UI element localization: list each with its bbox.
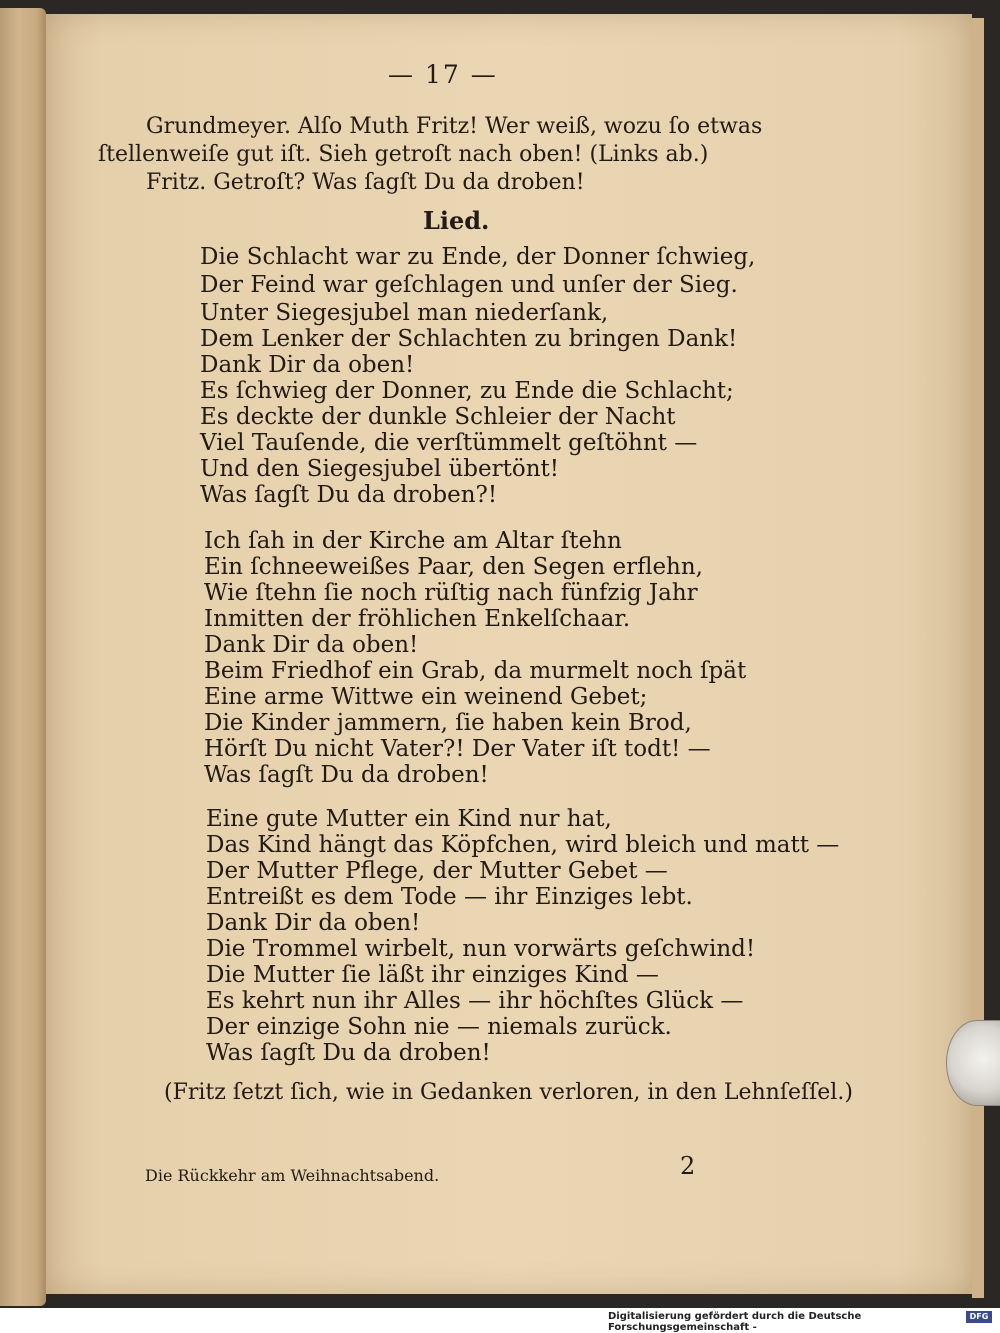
- verse-line: Unter Siegesjubel man niederſank,: [200, 300, 609, 326]
- sheet-signature: 2: [680, 1152, 696, 1180]
- digitization-credit: Digitalisierung gefördert durch die Deutsche Forschungsgemeinschaft -: [608, 1311, 862, 1333]
- verse-line: Es kehrt nun ihr Alles — ihr höchſtes Glück —: [206, 988, 744, 1014]
- running-footer-title: Die Rückkehr am Weihnachtsabend.: [145, 1166, 440, 1185]
- dialogue-line: Grundmeyer. Alſo Muth Fritz! Wer weiß, wozu ſo etwas: [146, 114, 763, 139]
- verse-line: Das Kind hängt das Köpfchen, wird bleich und matt —: [206, 832, 840, 858]
- dialogue-line: ſtellenweiſe gut iſt. Sieh getroſt nach oben! (Links ab.): [98, 142, 709, 167]
- verse-line: Der Mutter Pflege, der Mutter Gebet —: [206, 858, 668, 884]
- dfg-logo: DFG: [966, 1311, 992, 1323]
- verse-line: Die Mutter ſie läßt ihr einziges Kind —: [206, 962, 659, 988]
- verse-line: Ich ſah in der Kirche am Altar ſtehn: [204, 528, 622, 554]
- verse-line: Wie ſtehn ſie noch rüſtig nach fünfzig Jahr: [204, 580, 698, 606]
- dialogue-line: Fritz. Getroſt? Was ſagſt Du da droben!: [146, 170, 585, 195]
- verse-line: Ein ſchneeweißes Paar, den Segen erflehn,: [204, 554, 703, 580]
- verse-line: Der einzige Sohn nie — niemals zurück.: [206, 1014, 672, 1040]
- verse-line: Es deckte der dunkle Schleier der Nacht: [200, 404, 676, 430]
- verse-line: Entreißt es dem Tode — ihr Einziges lebt.: [206, 884, 693, 910]
- page-stack-edge: [972, 18, 984, 1298]
- verse-line: Die Kinder jammern, ſie haben kein Brod,: [204, 710, 692, 736]
- verse-line: Hörſt Du nicht Vater?! Der Vater iſt todt! —: [204, 736, 711, 762]
- verse-line: Viel Tauſende, die verſtümmelt geſtöhnt —: [200, 430, 698, 456]
- verse-line: Was ſagſt Du da droben!: [204, 762, 489, 788]
- verse-line: Eine gute Mutter ein Kind nur hat,: [206, 806, 612, 832]
- verse-line: Was ſagſt Du da droben!: [206, 1040, 491, 1066]
- song-heading: Lied.: [423, 206, 490, 235]
- page-clip: [946, 1020, 1000, 1106]
- verse-line: Und den Siegesjubel übertönt!: [200, 456, 560, 482]
- page-number: — 17 —: [388, 60, 498, 89]
- verse-line: Dem Lenker der Schlachten zu bringen Dank!: [200, 326, 738, 352]
- stage-direction: (Fritz ſetzt ſich, wie in Gedanken verloren, in den Lehnſeſſel.): [164, 1080, 853, 1105]
- verse-line: Eine arme Wittwe ein weinend Gebet;: [204, 684, 648, 710]
- facing-page-edge: [0, 8, 46, 1306]
- verse-line: Inmitten der fröhlichen Enkelſchaar.: [204, 606, 631, 632]
- verse-line: Dank Dir da oben!: [206, 910, 421, 936]
- verse-line: Es ſchwieg der Donner, zu Ende die Schlacht;: [200, 378, 734, 404]
- verse-line: Dank Dir da oben!: [200, 352, 415, 378]
- verse-line: Was ſagſt Du da droben?!: [200, 482, 498, 508]
- verse-line: Die Trommel wirbelt, nun vorwärts geſchwind!: [206, 936, 756, 962]
- verse-line: Beim Friedhof ein Grab, da murmelt noch ſpät: [204, 658, 747, 684]
- verse-line: Die Schlacht war zu Ende, der Donner ſchwieg,: [200, 244, 756, 270]
- verse-line: Der Feind war geſchlagen und unſer der Sieg.: [200, 272, 738, 298]
- verse-line: Dank Dir da oben!: [204, 632, 419, 658]
